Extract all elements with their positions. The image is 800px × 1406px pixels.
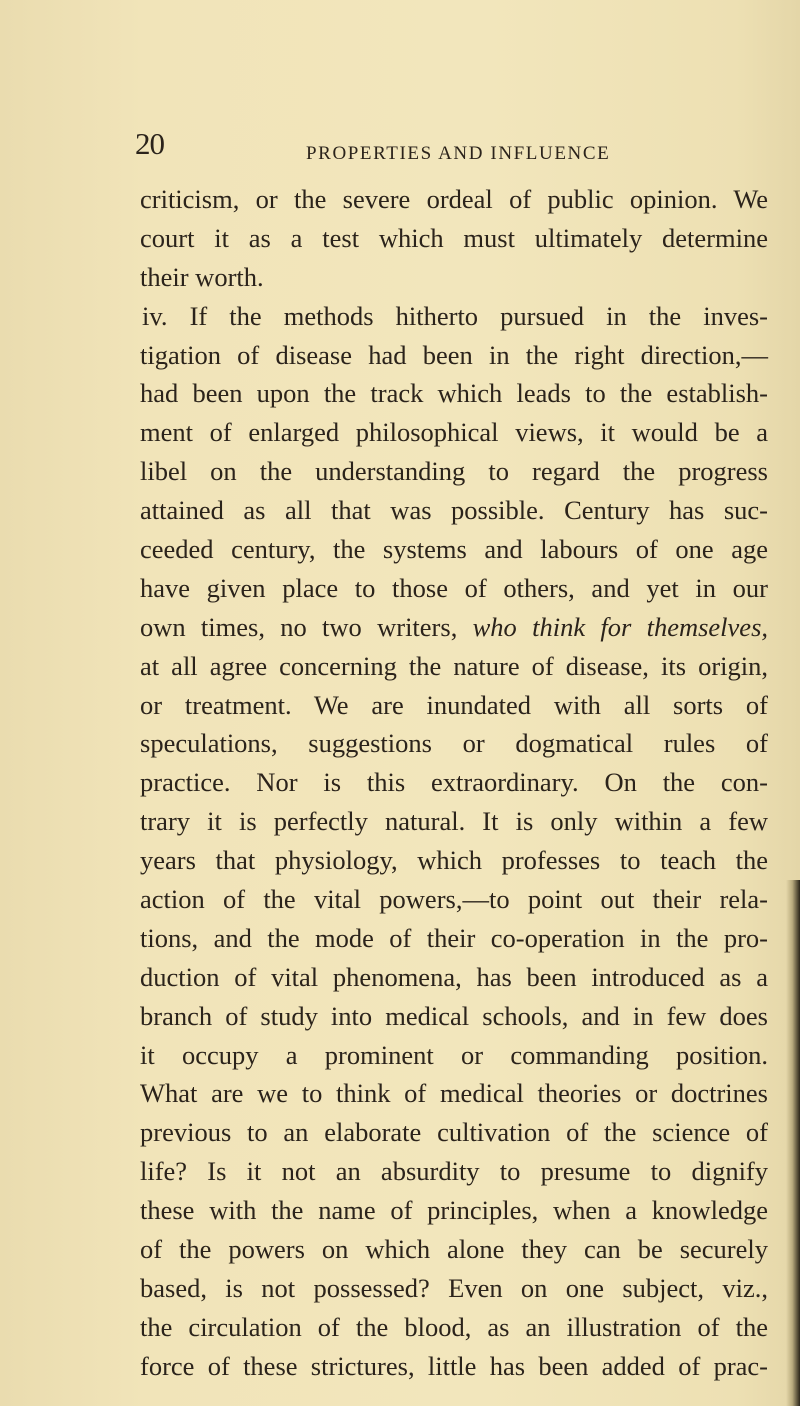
text-line: branch of study into medical schools, and in few does: [140, 1000, 768, 1031]
text-line: tigation of disease had been in the right direction,—: [140, 339, 768, 370]
text-line: criticism, or the severe ordeal of public opinion. We: [140, 184, 768, 214]
text-line: What are we to think of medical theories or doctrines: [140, 1078, 768, 1109]
page-number: 20: [135, 126, 164, 161]
text-line: action of the vital powers,—to point out their rela-: [140, 884, 768, 915]
text-line: practice. Nor is this extraordinary. On the con-: [140, 767, 768, 798]
text-line: of the powers on which alone they can be securely: [140, 1234, 768, 1265]
body-text: [140, 180, 768, 1386]
text-line: ment of enlarged philosophical views, it would be a: [140, 417, 768, 448]
text-line: their worth.: [140, 261, 264, 292]
text-line: tions, and the mode of their co-operation in the pro-: [140, 922, 768, 953]
text-line: these with the name of principles, when a knowledge: [140, 1195, 768, 1226]
text-line: or treatment. We are inundated with all sorts of: [140, 689, 768, 720]
text-line: force of these strictures, little has been added of prac-: [140, 1350, 768, 1381]
text-line: court it as a test which must ultimately determine: [140, 222, 768, 253]
text-line: it occupy a prominent or commanding position.: [140, 1039, 768, 1070]
text-line: life? Is it not an absurdity to presume to dignify: [140, 1156, 768, 1187]
text-line: based, is not possessed? Even on one subject, viz.,: [140, 1272, 768, 1303]
running-title: PROPERTIES AND INFLUENCE: [306, 143, 611, 164]
text-line: at all agree concerning the nature of disease, its origin,: [140, 650, 768, 681]
italic-phrase: who think for themselves,: [472, 611, 769, 642]
text-line: have given place to those of others, and yet in our: [140, 572, 768, 603]
text-line: attained as all that was possible. Century has suc-: [140, 495, 768, 526]
text-line: years that physiology, which professes to teach the: [140, 845, 768, 876]
text-line: had been upon the track which leads to the establish-: [140, 378, 768, 409]
text-line: previous to an elaborate cultivation of the science of: [140, 1117, 768, 1148]
text-line: duction of vital phenomena, has been introduced as a: [140, 961, 768, 992]
page-edge-shadow: [786, 880, 800, 1406]
text-line: the circulation of the blood, as an illustration of the: [140, 1311, 768, 1342]
text-line: ceeded century, the systems and labours of one age: [140, 534, 768, 565]
text-segment: own times, no two writers,: [140, 611, 458, 642]
text-line: trary it is perfectly natural. It is only within a few: [140, 806, 768, 837]
text-line: speculations, suggestions or dogmatical rules of: [140, 728, 768, 759]
text-line: libel on the understanding to regard the progress: [140, 456, 768, 487]
text-line-with-italic: [140, 608, 768, 647]
text-line: iv. If the methods hitherto pursued in the inves-: [142, 300, 768, 331]
